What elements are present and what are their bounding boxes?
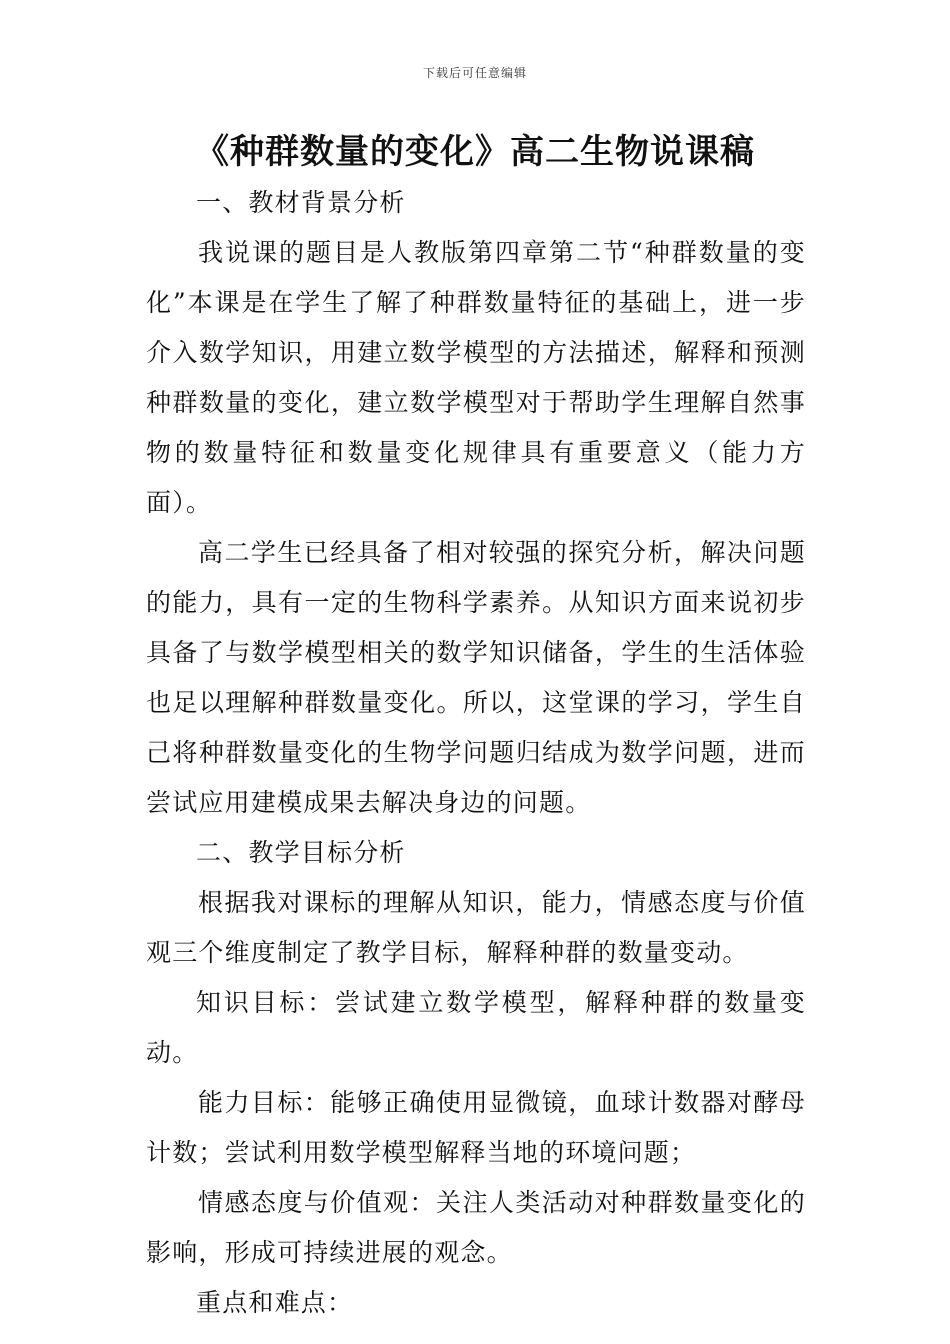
header-note: 下载后可任意编辑 — [422, 66, 527, 80]
section-heading-key-points: 重点和难点： — [196, 1288, 354, 1317]
paragraph-student-analysis: 高二学生已经具备了相对较强的探究分析，解决问题的能力，具有一定的生物科学素养。从知识方面来说初步具备了与数学模型相关的数学知识储备，学生的生活体验也足以理解种群数量变化。所以，这堂课的学习，学生自己将种群数量变化的生物学问题归结成为数学问题，进而尝试应用建模成果去解决身边的问题。 — [146, 538, 806, 817]
section-heading-2: 二、教学目标分析 — [196, 838, 406, 867]
paragraph-objectives-intro: 根据我对课标的理解从知识，能力，情感态度与价值观三个维度制定了教学目标，解释种群的数量变动。 — [146, 888, 806, 967]
section-heading-1: 一、教材背景分析 — [196, 188, 406, 217]
document-body — [146, 178, 806, 1328]
document-title: 《种群数量的变化》高二生物说课稿 — [195, 132, 755, 172]
paragraph-ability-goal: 能力目标：能够正确使用显微镜，血球计数器对酵母计数；尝试利用数学模型解释当地的环境问题； — [146, 1088, 806, 1167]
paragraph-attitude-goal: 情感态度与价值观：关注人类活动对种群数量变化的影响，形成可持续进展的观念。 — [146, 1188, 806, 1267]
paragraph-textbook-background: 我说课的题目是人教版第四章第二节“种群数量的变化”本课是在学生了解了种群数量特征的基础上，进一步介入数学知识，用建立数学模型的方法描述，解释和预测种群数量的变化，建立数学模型对于帮助学生理解自然事物的数量特征和数量变化规律具有重要意义（能力方面）。 — [146, 238, 806, 517]
paragraph-knowledge-goal: 知识目标：尝试建立数学模型，解释种群的数量变动。 — [146, 988, 806, 1067]
